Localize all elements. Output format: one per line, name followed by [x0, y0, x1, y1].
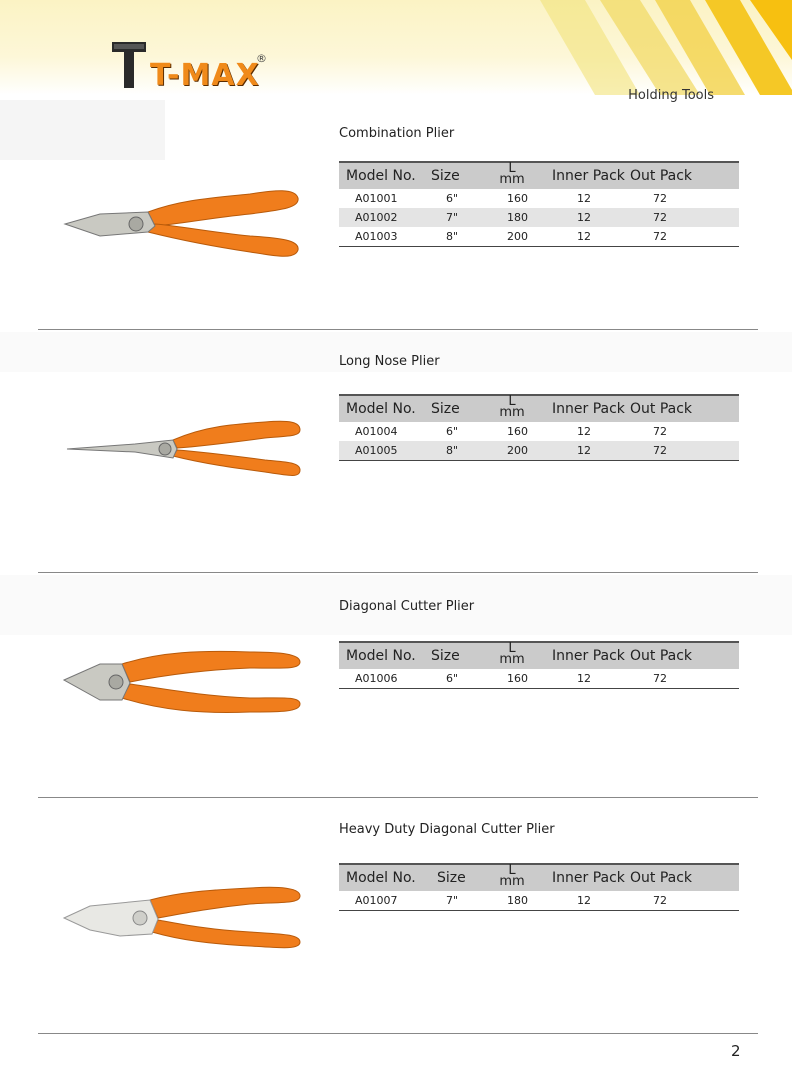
cell-out: 72: [653, 192, 667, 205]
cell-model: A01002: [355, 211, 398, 224]
col-inner: Inner Pack: [552, 648, 625, 664]
cell-length: 180: [507, 211, 528, 224]
registered-mark: ®: [256, 52, 267, 65]
cell-size: 7": [446, 894, 459, 907]
section-divider: [38, 572, 758, 573]
cell-inner: 12: [577, 192, 591, 205]
long-nose-plier-image: [65, 412, 305, 487]
table-header: [339, 161, 739, 189]
col-length-l: L: [508, 863, 516, 878]
col-length-l: L: [508, 161, 516, 176]
image-shadow: [0, 100, 165, 160]
col-inner: Inner Pack: [552, 870, 625, 886]
cell-inner: 12: [577, 211, 591, 224]
cell-model: A01001: [355, 192, 398, 205]
col-inner: Inner Pack: [552, 168, 625, 184]
cell-inner: 12: [577, 894, 591, 907]
cell-inner: 12: [577, 672, 591, 685]
cell-model: A01003: [355, 230, 398, 243]
col-out: Out Pack: [630, 401, 693, 417]
col-inner: Inner Pack: [552, 401, 625, 417]
col-length-mm: mm: [499, 405, 525, 420]
section-title: Long Nose Plier: [339, 354, 440, 369]
col-out: Out Pack: [630, 870, 693, 886]
table-row: [339, 891, 739, 911]
cell-model: A01004: [355, 425, 398, 438]
combination-plier-image: [60, 180, 305, 270]
cell-model: A01007: [355, 894, 398, 907]
col-out: Out Pack: [630, 168, 693, 184]
cell-length: 160: [507, 192, 528, 205]
brand-logo: T-MAX: [150, 58, 260, 93]
table-row: [339, 669, 739, 689]
section-title: Heavy Duty Diagonal Cutter Plier: [339, 822, 555, 837]
spec-table: [339, 863, 739, 911]
cell-inner: 12: [577, 230, 591, 243]
table-header: [339, 641, 739, 669]
cell-size: 6": [446, 672, 459, 685]
col-size: Size: [431, 648, 460, 664]
col-length-mm: mm: [499, 652, 525, 667]
cell-out: 72: [653, 230, 667, 243]
cell-out: 72: [653, 425, 667, 438]
col-size: Size: [437, 870, 466, 886]
cell-length: 200: [507, 444, 528, 457]
page-number: 2: [731, 1042, 741, 1060]
cell-size: 8": [446, 444, 459, 457]
cell-length: 180: [507, 894, 528, 907]
cell-inner: 12: [577, 444, 591, 457]
col-length: [499, 396, 525, 418]
col-length: [499, 163, 525, 185]
cell-size: 6": [446, 425, 459, 438]
col-size: Size: [431, 401, 460, 417]
section-title: Diagonal Cutter Plier: [339, 599, 475, 614]
col-out: Out Pack: [630, 648, 693, 664]
table-row: [339, 441, 739, 461]
col-length-l: L: [508, 641, 516, 656]
section-title: Combination Plier: [339, 126, 455, 141]
cell-model: A01005: [355, 444, 398, 457]
col-length: [499, 865, 525, 887]
cell-size: 7": [446, 211, 459, 224]
col-model: Model No.: [346, 168, 416, 184]
cell-size: 6": [446, 192, 459, 205]
cell-length: 160: [507, 672, 528, 685]
spec-table: [339, 641, 739, 689]
spec-table: [339, 161, 739, 247]
table-row: [339, 208, 739, 227]
footer-divider: [38, 1033, 758, 1034]
cell-size: 8": [446, 230, 459, 243]
cell-inner: 12: [577, 425, 591, 438]
table-row: [339, 189, 739, 208]
cell-out: 72: [653, 211, 667, 224]
spec-table: [339, 394, 739, 461]
cell-length: 200: [507, 230, 528, 243]
table-header: [339, 863, 739, 891]
col-model: Model No.: [346, 648, 416, 664]
col-length-l: L: [508, 394, 516, 409]
cell-out: 72: [653, 894, 667, 907]
cell-out: 72: [653, 444, 667, 457]
col-size: Size: [431, 168, 460, 184]
cell-length: 160: [507, 425, 528, 438]
col-length-mm: mm: [499, 172, 525, 187]
col-model: Model No.: [346, 870, 416, 886]
section-divider: [38, 329, 758, 330]
col-length-mm: mm: [499, 874, 525, 889]
table-row: [339, 227, 739, 247]
table-row: [339, 422, 739, 441]
col-length: [499, 643, 525, 665]
cell-out: 72: [653, 672, 667, 685]
category-title: Holding Tools: [628, 88, 714, 103]
col-model: Model No.: [346, 401, 416, 417]
brand-hammer-icon: [112, 42, 152, 92]
section-divider: [38, 797, 758, 798]
heavy-duty-cutter-plier-image: [60, 880, 305, 965]
table-header: [339, 394, 739, 422]
diagonal-cutter-plier-image: [60, 640, 305, 730]
cell-model: A01006: [355, 672, 398, 685]
